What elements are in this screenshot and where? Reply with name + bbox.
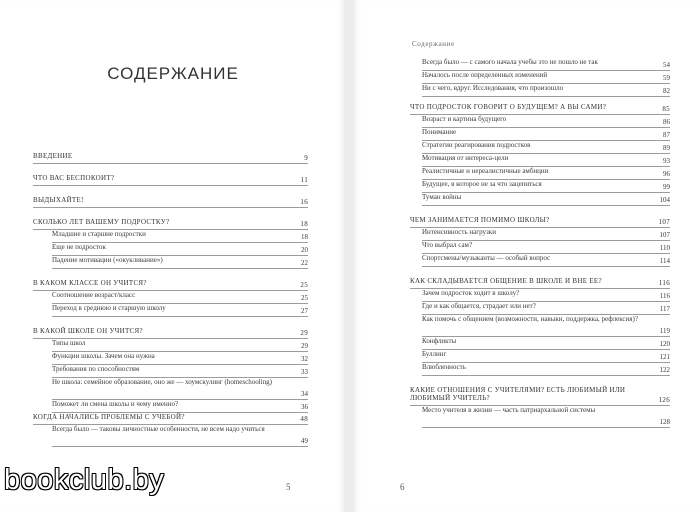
toc-section [410, 216, 670, 228]
toc-entry [422, 289, 670, 302]
toc-entry-title: Всегда было — с самого начала учебы это не пошло не так [422, 58, 598, 66]
toc-entry-page: 29 [301, 342, 308, 350]
toc-entry-title: Падение мотивации («окукливание») [52, 256, 163, 264]
right-page [352, 0, 700, 512]
page-number: 5 [286, 482, 291, 492]
toc-entry-page: 54 [663, 61, 670, 69]
toc-entry-title: ЧЕМ ЗАНИМАЕТСЯ ПОМИМО ШКОЛЫ? [410, 216, 550, 224]
toc-entry-title: Как помочь с общением (возможности, навыки, поддержка, рефлексия)? [422, 315, 638, 323]
toc-left [0, 152, 346, 447]
toc-section [33, 413, 308, 425]
toc-entry-page: 87 [663, 131, 670, 139]
toc-section [33, 152, 308, 164]
toc-entry [52, 378, 308, 400]
toc-entry-page: 33 [301, 368, 308, 376]
toc-entry-title: Где и как общается, страдает или нет? [422, 302, 536, 310]
toc-entry [52, 256, 308, 269]
toc-section [33, 218, 308, 230]
toc-entry-title: Возраст и картина будущего [422, 115, 507, 123]
toc-entry [52, 339, 308, 352]
toc-entry-title: Реалистичные и нереалистичные амбиции [422, 167, 549, 175]
toc-entry [422, 128, 670, 141]
toc-entry-title: В КАКОЙ ШКОЛЕ ОН УЧИТСЯ? [33, 327, 143, 335]
toc-entry-page: 126 [658, 396, 670, 404]
toc-entry [422, 406, 670, 428]
toc-entry [52, 365, 308, 378]
toc-entry-page: 18 [300, 220, 308, 228]
running-head: Содержание [412, 40, 455, 48]
toc-entry-title: Мотивация от интереса-цели [422, 154, 509, 162]
toc-entry-title: Началось после определенных изменений [422, 71, 548, 79]
toc-entry-title: Еще не подросток [52, 243, 106, 251]
toc-entry [422, 350, 670, 363]
toc-entry-page: 116 [658, 279, 670, 287]
toc-entry-page: 25 [300, 281, 308, 289]
toc-entry-title: Место учителя в жизни — часть патриархальной системы [422, 406, 596, 414]
toc-entry [422, 315, 670, 337]
toc-entry [422, 58, 670, 71]
toc-section [33, 327, 308, 339]
toc-entry [422, 84, 670, 97]
toc-entry-page: 82 [663, 87, 670, 95]
toc-entry [422, 241, 670, 254]
toc-entry-title: Не школа: семейное образование, оно же — хоумскулинг (homeschooling) [52, 378, 272, 386]
toc-section [33, 174, 308, 186]
toc-entry-title: Ни с чего, вдруг. Исследования, что произошло [422, 84, 564, 92]
toc-entry-title: Понимание [422, 128, 457, 136]
toc-entry [422, 363, 670, 376]
toc-entry-page: 32 [301, 355, 308, 363]
toc-entry [422, 254, 670, 267]
toc-entry-title: Соотношение возраст/класс [52, 291, 136, 299]
toc-entry-title: ЧТО ВАС БЕСПОКОИТ? [33, 174, 115, 182]
toc-entry-page: 96 [663, 170, 670, 178]
toc-entry-page: 27 [301, 307, 308, 315]
toc-entry-title: Буллинг [422, 350, 447, 358]
toc-entry-title: В КАКОМ КЛАССЕ ОН УЧИТСЯ? [33, 279, 147, 287]
toc-entry-page: 20 [301, 246, 308, 254]
toc-entry-title: ЧТО ПОДРОСТОК ГОВОРИТ О БУДУЩЕМ? А ВЫ САМИ? [410, 103, 607, 111]
toc-entry-page: 110 [659, 244, 670, 252]
toc-entry-page: 11 [300, 176, 308, 184]
toc-entry [422, 154, 670, 167]
toc-entry-page: 116 [659, 292, 670, 300]
toc-entry [52, 291, 308, 304]
toc-entry [52, 243, 308, 256]
toc-entry-page: 99 [663, 183, 670, 191]
toc-entry-title: Туман войны [422, 193, 462, 201]
toc-entry-title: ВЫДЫХАЙТЕ! [33, 196, 84, 204]
toc-entry [422, 193, 670, 206]
toc-entry-title: Интенсивность нагрузки [422, 228, 496, 236]
toc-entry-page: 29 [300, 329, 308, 337]
toc-entry-page: 128 [659, 418, 670, 426]
toc-entry-page: 18 [301, 233, 308, 241]
toc-entry [422, 337, 670, 350]
toc-entry-title: Конфликты [422, 337, 457, 345]
toc-section [410, 103, 670, 115]
toc-section [410, 386, 670, 406]
toc-entry-page: 89 [663, 144, 670, 152]
toc-entry-page: 22 [301, 259, 308, 267]
toc-entry [422, 71, 670, 84]
toc-right [352, 58, 700, 428]
toc-entry [52, 352, 308, 365]
toc-entry-title: КОГДА НАЧАЛИСЬ ПРОБЛЕМЫ С УЧЕБОЙ? [33, 413, 185, 421]
toc-entry-title: Функции школы. Зачем она нужна [52, 352, 155, 360]
toc-entry [52, 400, 308, 413]
toc-entry [422, 141, 670, 154]
toc-entry-page: 104 [659, 196, 670, 204]
toc-entry-page: 34 [301, 390, 308, 398]
toc-entry-page: 117 [659, 305, 670, 313]
left-page [0, 0, 346, 512]
watermark-logo: bookclub.by [4, 464, 165, 496]
toc-entry-title: Всегда было — таковы личностные особенности, не всем надо учиться [52, 425, 265, 433]
toc-entry [422, 228, 670, 241]
toc-entry-title: Поможет ли смена школы и чему именно? [52, 400, 179, 408]
toc-entry-title: Что выбрал сам? [422, 241, 473, 249]
page-number: 6 [400, 482, 405, 492]
toc-entry-page: 86 [663, 118, 670, 126]
toc-entry [422, 167, 670, 180]
toc-entry-title: КАКИЕ ОТНОШЕНИЯ С УЧИТЕЛЯМИ? ЕСТЬ ЛЮБИМЫЙ ИЛИ ЛЮБИМЫЙ УЧИТЕЛЬ? [410, 386, 626, 402]
toc-entry [52, 425, 308, 447]
toc-entry-page: 25 [301, 294, 308, 302]
toc-entry-title: КАК СКЛАДЫВАЕТСЯ ОБЩЕНИЕ В ШКОЛЕ И ВНЕ ЕЕ? [410, 277, 602, 285]
toc-entry-page: 85 [662, 105, 670, 113]
toc-entry-page: 16 [300, 198, 308, 206]
toc-entry-page: 107 [659, 231, 670, 239]
toc-entry-page: 107 [658, 218, 670, 226]
toc-entry-page: 59 [663, 74, 670, 82]
toc-entry-page: 122 [659, 366, 670, 374]
toc-entry-page: 120 [659, 340, 670, 348]
toc-entry-page: 121 [659, 353, 670, 361]
toc-entry [422, 180, 670, 193]
toc-entry [52, 304, 308, 317]
toc-entry-page: 114 [659, 257, 670, 265]
toc-entry-page: 49 [301, 437, 308, 445]
toc-entry [52, 230, 308, 243]
toc-entry-title: ВВЕДЕНИЕ [33, 152, 73, 160]
toc-section [33, 279, 308, 291]
toc-entry-page: 36 [301, 403, 308, 411]
page-title: СОДЕРЖАНИЕ [107, 64, 239, 83]
toc-entry-title: Спортсмены/музыканты — особый вопрос [422, 254, 551, 262]
toc-entry-title: Будущее, в которое не за что зацепиться [422, 180, 542, 188]
toc-entry-page: 119 [659, 327, 670, 335]
toc-entry-title: Младшие и старшие подростки [52, 230, 146, 238]
toc-entry-page: 93 [663, 157, 670, 165]
toc-entry [422, 115, 670, 128]
toc-entry [422, 302, 670, 315]
toc-section [410, 277, 670, 289]
toc-entry-page: 48 [300, 415, 308, 423]
toc-entry-title: Переход в среднюю и старшую школу [52, 304, 166, 312]
toc-entry-title: СКОЛЬКО ЛЕТ ВАШЕМУ ПОДРОСТКУ? [33, 218, 170, 226]
toc-entry-title: Требования по способностям [52, 365, 140, 373]
toc-entry-title: Зачем подросток ходит в школу? [422, 289, 520, 297]
toc-entry-title: Влюбленность [422, 363, 466, 371]
toc-entry-title: Стратегии реагирования подростков [422, 141, 531, 149]
toc-entry-page: 9 [304, 154, 308, 162]
toc-section [33, 196, 308, 208]
toc-entry-title: Типы школ [52, 339, 86, 347]
